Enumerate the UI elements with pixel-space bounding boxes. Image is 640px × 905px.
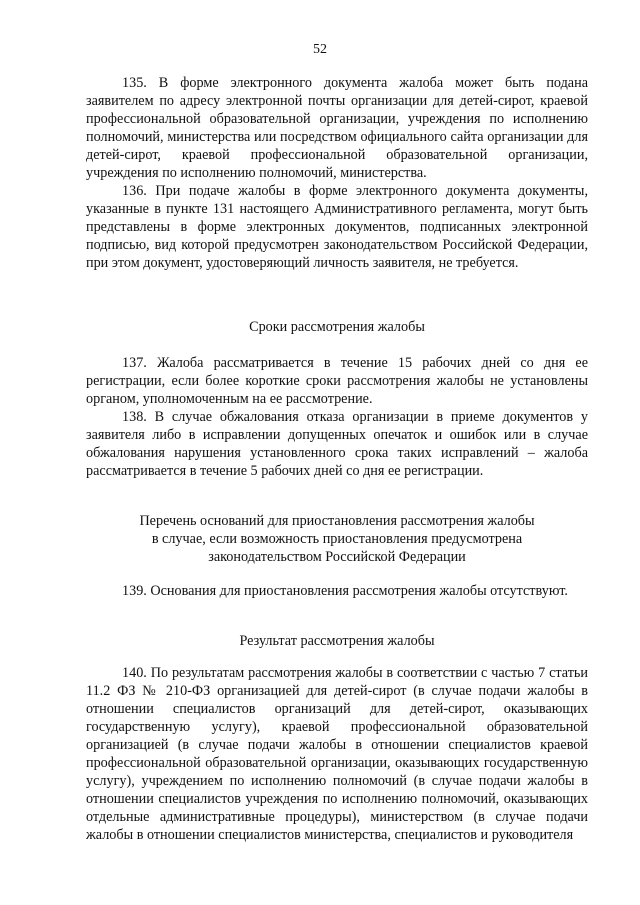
paragraph-140: 140. По результатам рассмотрения жалобы в соответствии с частью 7 статьи 11.2 ФЗ № 210-ФЗ организацией для детей-сирот (в случае подачи жалобы в отношении специалистов организаций для детей-сирот, оказывающих государственную услугу), краевой профессиональной образовательной организацией (в случае подачи жалобы в отношении специалистов краевой профессиональной образовательной организации, оказывающих государственную услугу), учреждением по исполнению полномочий (в случае подачи жалобы в отношении специалистов учреждения по исполнению полномочий, оказывающих отдельные административные процедуры), министерством (в случае подачи жалобы в отношении специалистов министерства, специалистов и руководителя <box>86 665 588 843</box>
heading-review-result <box>86 632 588 650</box>
paragraph-135: 135. В форме электронного документа жалоба может быть подана заявителем по адресу электронной почты организации для детей-сирот, краевой профессиональной образовательной организации, учреждения по исполнению полномочий, министерства или посредством официального сайта организации для детей-сирот, краевой профессиональной образовательной организации, учреждения по исполнению полномочий, министерства. <box>86 75 588 181</box>
review-terms-section <box>86 354 588 480</box>
heading-suspension-grounds <box>86 512 588 566</box>
heading-suspension-line-2: в случае, если возможность приостановления предусмотрена <box>151 531 523 547</box>
suspension-section <box>86 582 588 600</box>
page-number: 52 <box>313 42 327 57</box>
heading-suspension-line-1: Перечень оснований для приостановления рассмотрения жалобы <box>139 513 535 529</box>
complaint-filing-section <box>86 74 588 272</box>
paragraph-137: 137. Жалоба рассматривается в течение 15 рабочих дней со дня ее регистрации, если более короткие сроки рассмотрения жалобы не установлены органом, уполномоченным на ее рассмотрение. <box>86 355 588 407</box>
heading-review-terms-text: Сроки рассмотрения жалобы <box>249 319 425 335</box>
heading-review-result-text: Результат рассмотрения жалобы <box>239 633 435 649</box>
heading-suspension-line-3: законодательством Российской Федерации <box>208 549 466 565</box>
paragraph-136: 136. При подаче жалобы в форме электронного документа документы, указанные в пункте 131 настоящего Административного регламента, могут быть представлены в форме электронных документов, подписанных электронной подписью, вид которой предусмотрен законодательством Российской Федерации, при этом документ, удостоверяющий личность заявителя, не требуется. <box>86 183 588 271</box>
paragraph-138: 138. В случае обжалования отказа организации в приеме документов у заявителя либо в исправлении допущенных опечаток и ошибок или в случае обжалования нарушения установленного срока таких исправлений – жалоба рассматривается в течение 5 рабочих дней со дня ее регистрации. <box>86 409 588 479</box>
review-result-section <box>86 664 588 844</box>
paragraph-139: 139. Основания для приостановления рассмотрения жалобы отсутствуют. <box>122 583 568 599</box>
heading-review-terms <box>86 318 588 336</box>
